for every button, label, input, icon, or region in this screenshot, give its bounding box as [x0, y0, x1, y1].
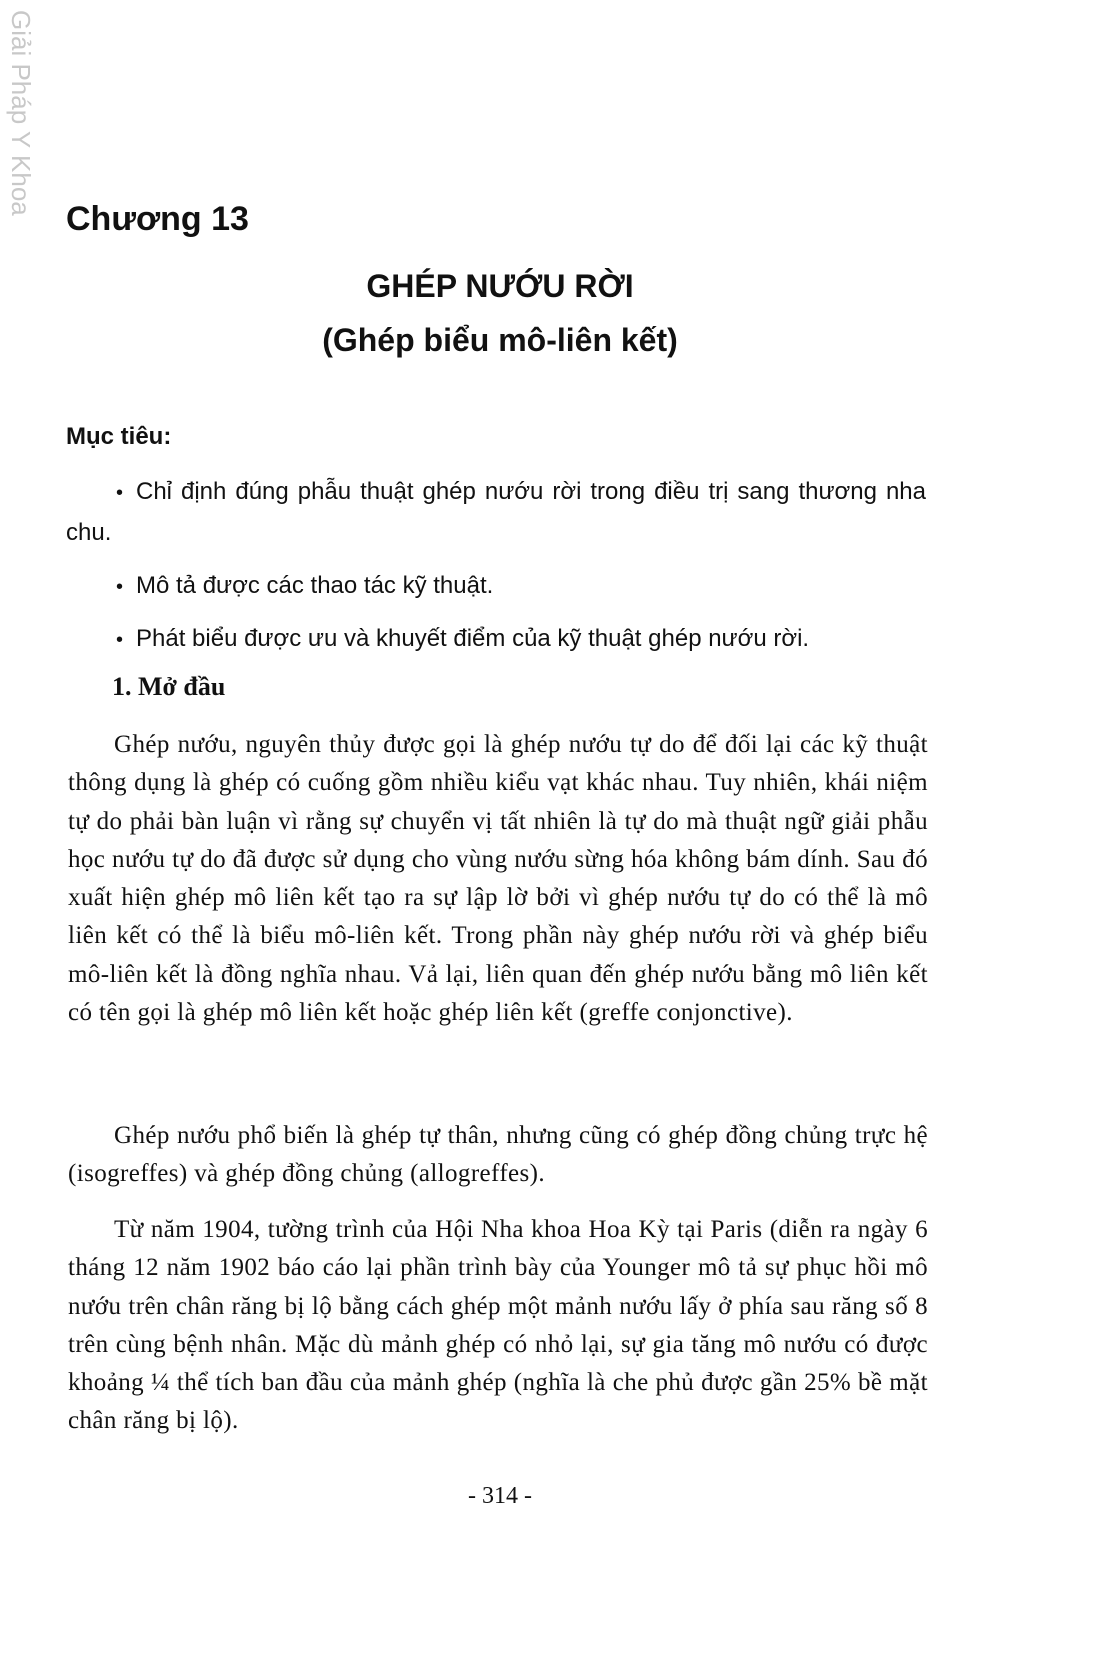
- objective-item: [66, 472, 926, 552]
- watermark: Giải Pháp Y Khoa: [6, 10, 36, 216]
- section-heading: 1. Mở đầu: [112, 672, 226, 701]
- body-paragraph: Ghép nướu, nguyên thủy được gọi là ghép nướu tự do để đối lại các kỹ thuật thông dụng là ghép có cuống gồm nhiều kiểu vạt khác nhau. Tuy nhiên, khái niệm tự do phải bàn luận vì rằng sự chuyển vị tất nhiên là tự do mà thuật ngữ giải phẫu học nướu tự do đã được sử dụng cho vùng nướu sừng hóa không bám dính. Sau đó xuất hiện ghép mô liên kết tạo ra sự lập lờ bởi vì ghép nướu tự do có thể là mô liên kết có thể là biểu mô-liên kết. Trong phần này ghép nướu rời và ghép biểu mô-liên kết là đồng nghĩa nhau. Vả lại, liên quan đến ghép nướu bằng mô liên kết có tên gọi là ghép mô liên kết hoặc ghép liên kết (greffe conjonctive).: [68, 731, 928, 1027]
- objective-item: [66, 566, 926, 607]
- objectives-heading: Mục tiêu:: [66, 423, 172, 450]
- page-subtitle: (Ghép biểu mô-liên kết): [322, 322, 678, 358]
- chapter-label: Chương 13: [66, 200, 249, 238]
- objective-text: Chỉ định đúng phẫu thuật ghép nướu rời trong điều trị sang thương nha chu.: [66, 478, 926, 546]
- objective-item: [66, 619, 926, 660]
- bullet-icon: •: [116, 482, 124, 504]
- page-title: GHÉP NƯỚU RỜI: [366, 268, 634, 304]
- bullet-icon: •: [116, 576, 124, 598]
- body-paragraph: Ghép nướu phổ biến là ghép tự thân, nhưng cũng có ghép đồng chủng trực hệ (isogreffes) và ghép đồng chủng (allogreffes).: [68, 1122, 928, 1188]
- bullet-icon: •: [116, 629, 124, 651]
- objective-text: Phát biểu được ưu và khuyết điểm của kỹ thuật ghép nướu rời.: [136, 625, 810, 652]
- body-paragraph: Từ năm 1904, tường trình của Hội Nha khoa Hoa Kỳ tại Paris (diễn ra ngày 6 tháng 12 năm 1902 báo cáo lại phần trình bày của Younger mô tả sự phục hồi mô nướu trên chân răng bị lộ bằng cách ghép một mảnh nướu lấy ở phía sau răng số 8 trên cùng bệnh nhân. Mặc dù mảnh ghép có nhỏ lại, sự gia tăng mô nướu có được khoảng ¼ thể tích ban đầu của mảnh ghép (nghĩa là che phủ được gần 25% bề mặt chân răng bị lộ).: [68, 1216, 928, 1435]
- page-number: - 314 -: [468, 1483, 532, 1509]
- objective-text: Mô tả được các thao tác kỹ thuật.: [136, 572, 494, 599]
